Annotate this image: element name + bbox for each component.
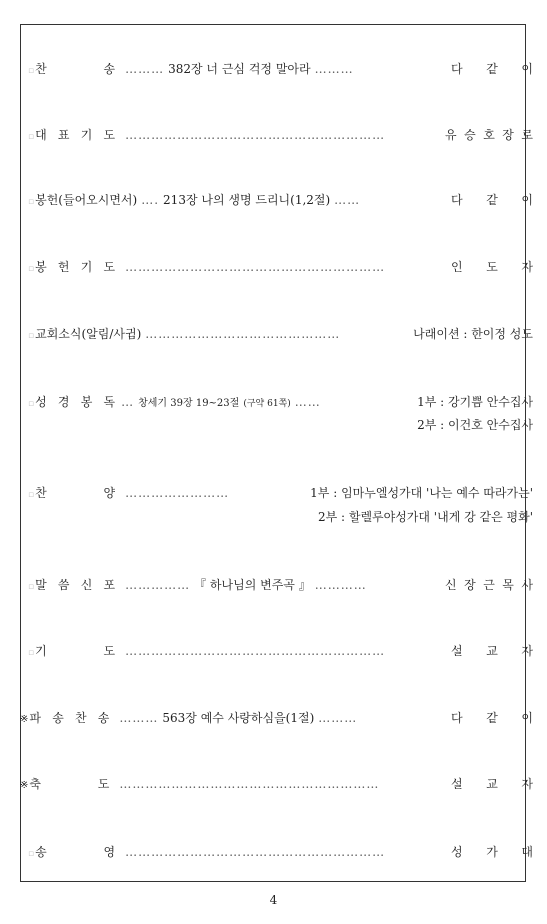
row-content: 1부 : 임마누엘성가대 '나는 예수 따라가는' [310, 486, 533, 500]
row-presider: 1부 : 강기쁨 안수집사 [417, 395, 533, 409]
row-presider: 유 승 호 장 로 [445, 128, 533, 142]
row-label: 축 도 [29, 777, 110, 791]
row-label: 찬 송 [35, 62, 116, 76]
row-presider-second: 2부 : 이건호 안수집사 [417, 418, 533, 432]
row-presider: 신 장 근 목 사 [445, 578, 533, 592]
bullet-icon: ▫ [28, 399, 35, 409]
bullet-icon: ▫ [28, 331, 35, 341]
dot-leader: ………… [314, 578, 367, 592]
row-label: 봉 헌 기 도 [35, 260, 116, 274]
row-sermon [28, 576, 533, 593]
row-prayer [28, 642, 533, 659]
dot-leader: ……… [125, 62, 165, 76]
row-doxology [28, 843, 533, 860]
asterisk-icon: ※ [20, 714, 29, 725]
row-content: 창세기 39장 19~23절 [138, 398, 240, 409]
dot-leader: ……… [119, 711, 159, 725]
dot-leader: ……… [314, 62, 354, 76]
dot-leader: …… [334, 193, 361, 207]
row-presider: 다 같 이 [451, 711, 533, 725]
dot-leader: …………………………………………………… [119, 777, 380, 791]
bullet-icon: ▫ [28, 264, 35, 274]
row-label: 대 표 기 도 [35, 128, 116, 142]
row-benediction [20, 775, 533, 792]
dot-leader: …………… [125, 578, 191, 592]
page-number: 4 [269, 893, 278, 907]
row-hymn [28, 60, 533, 77]
row-presider: 성 가 대 [451, 845, 533, 859]
program-frame [20, 24, 526, 882]
row-content: 563장 예수 사랑하심을(1절) [162, 711, 315, 725]
row-presider: 다 같 이 [451, 193, 533, 207]
dot-leader: ……… [318, 711, 358, 725]
dot-leader: …. [141, 193, 160, 207]
bullet-icon: ▫ [28, 490, 35, 500]
row-label: 파 송 찬 송 [29, 711, 110, 725]
row-presider: 설 교 자 [451, 644, 533, 658]
row-offering-prayer [28, 258, 533, 275]
row-label: 기 도 [35, 644, 116, 658]
row-presider: 나래이션 : 한이정 성도 [413, 327, 533, 341]
bullet-icon: ▫ [28, 582, 35, 592]
row-church-news [28, 325, 533, 342]
row-label: 송 영 [35, 845, 116, 859]
row-label: 찬 양 [35, 486, 116, 500]
bullet-icon: ▫ [28, 849, 35, 859]
dot-leader: …………………………………………………… [125, 644, 386, 658]
dot-leader: ……………………………………… [145, 327, 341, 341]
dot-leader: …………………………………………………… [125, 128, 386, 142]
row-presider: 다 같 이 [451, 62, 533, 76]
bullet-icon: ▫ [28, 648, 35, 658]
row-content-second: 2부 : 할렐루야성가대 '내게 강 같은 평화' [317, 510, 533, 524]
bullet-icon: ▫ [28, 132, 35, 142]
dot-leader: …………………………………………………… [125, 845, 386, 859]
row-content: 382장 너 근심 걱정 말아라 [168, 62, 311, 76]
row-label: 교회소식(알림/사귐) [35, 327, 142, 341]
row-label: 봉헌(들어오시면서) [35, 193, 138, 207]
sermon-title: 『 하나님의 변주곡 』 [194, 578, 311, 592]
row-scripture-reading [28, 393, 533, 410]
bullet-icon: ▫ [28, 66, 35, 76]
row-label: 말 씀 신 포 [35, 578, 116, 592]
row-representative-prayer [28, 126, 533, 143]
row-sending-hymn [20, 709, 533, 726]
row-content-note: (구약 61쪽) [243, 399, 291, 409]
dot-leader: … [121, 395, 135, 409]
row-content: 213장 나의 생명 드리니(1,2절) [163, 193, 331, 207]
dot-leader: …………………………………………………… [125, 260, 386, 274]
row-offering [28, 191, 533, 208]
bullet-icon: ▫ [28, 197, 35, 207]
row-label: 성 경 봉 독 [35, 395, 116, 409]
row-presider: 인 도 자 [451, 260, 533, 274]
dot-leader: …… [294, 395, 321, 409]
dot-leader: …………………… [125, 486, 230, 500]
asterisk-icon: ※ [20, 780, 29, 791]
row-presider: 설 교 자 [451, 777, 533, 791]
row-anthem [28, 484, 533, 501]
